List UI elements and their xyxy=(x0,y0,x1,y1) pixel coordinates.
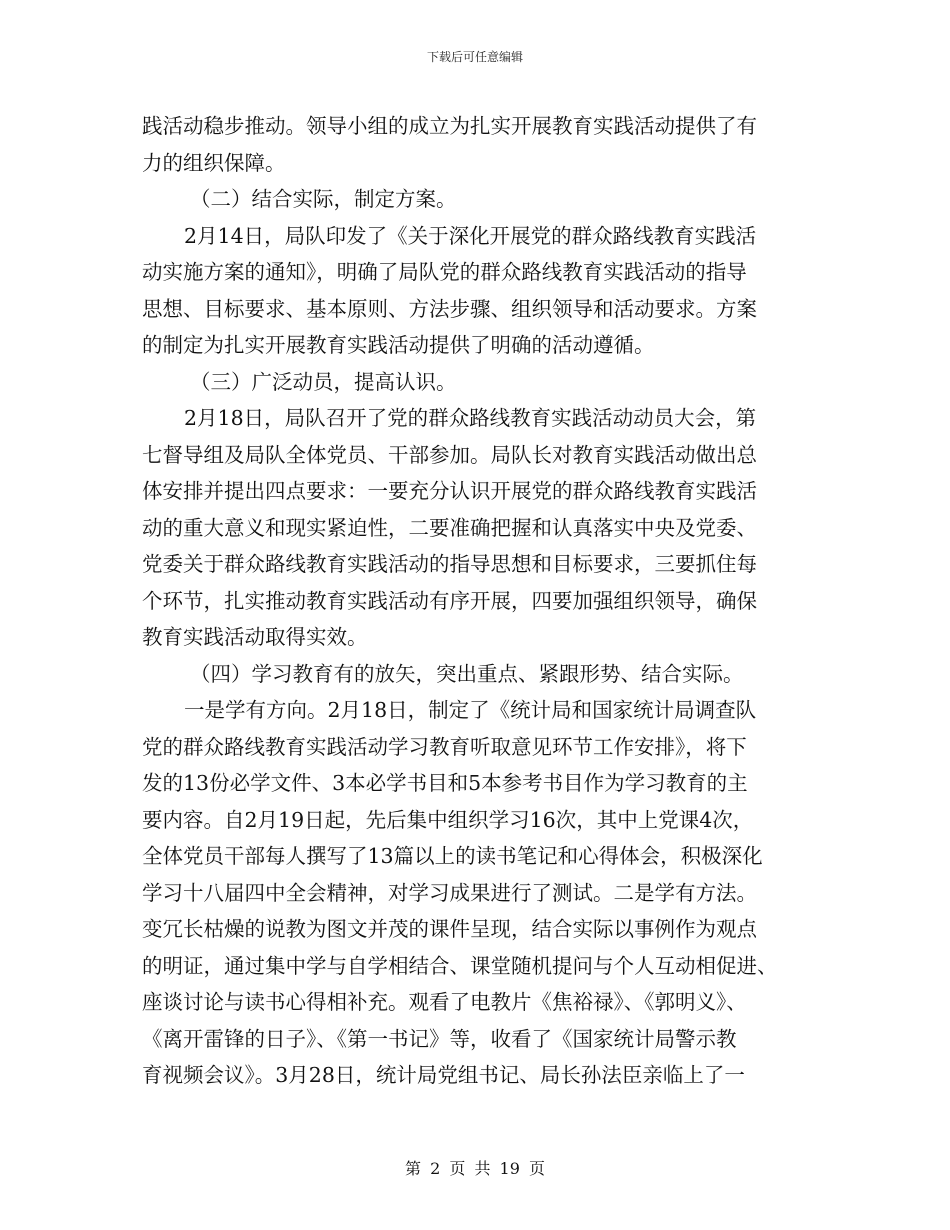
text-line: 的制定为扎实开展教育实践活动提供了明确的活动遵循。 xyxy=(142,333,655,357)
text-line: 体安排并提出四点要求：一要充分认识开展党的群众路线教育实践活 xyxy=(142,479,757,503)
page-footer: 第 2 页 共 19 页 xyxy=(405,1159,545,1178)
text-line: 动实施方案的通知》，明确了局队党的群众路线教育实践活动的指导 xyxy=(142,260,747,284)
text-line: 个环节，扎实推动教育实践活动有序开展，四要加强组织领导，确保 xyxy=(142,588,757,613)
text-line: 学习十八届四中全会精神，对学习成果进行了测试。二是学有方法。 xyxy=(142,880,757,905)
text-line: 思想、目标要求、基本原则、方法步骤、组织领导和活动要求。方案 xyxy=(142,296,757,321)
text-line: 教育实践活动取得实效。 xyxy=(142,625,368,649)
text-line: 育视频会议》。3月28日，统计局党组书记、局长孙法臣亲临上了一 xyxy=(142,1063,745,1087)
text-line: 座谈讨论与读书心得相补充。观看了电教片《焦裕禄》、《郭明义》、 xyxy=(142,990,747,1014)
text-line: 践活动稳步推动。领导小组的成立为扎实开展教育实践活动提供了有 xyxy=(142,114,757,138)
text-line: 《离开雷锋的日子》、《第一书记》等，收看了《国家统计局警示教 xyxy=(142,1026,737,1051)
text-line: 2月18日，局队召开了党的群众路线教育实践活动动员大会，第 xyxy=(184,406,757,430)
text-line: 七督导组及局队全体党员、干部参加。局队长对教育实践活动做出总 xyxy=(142,442,757,467)
text-line: 2月14日，局队印发了《关于深化开展党的群众路线教育实践活 xyxy=(184,223,757,248)
text-line: 一是学有方向。2月18日，制定了《统计局和国家统计局调查队 xyxy=(184,698,757,722)
section-heading: （二）结合实际，制定方案。 xyxy=(190,187,457,211)
text-line: 全体党员干部每人撰写了13篇以上的读书笔记和心得体会，积极深化 xyxy=(142,844,763,868)
text-line: 党委关于群众路线教育实践活动的指导思想和目标要求，三要抓住每 xyxy=(142,552,757,576)
page-header: 下载后可任意编辑 xyxy=(426,50,523,64)
section-heading: （三）广泛动员，提高认识。 xyxy=(190,369,457,394)
section-heading: （四）学习教育有的放矢，突出重点、紧跟形势、结合实际。 xyxy=(190,661,744,686)
text-line: 变冗长枯燥的说教为图文并茂的课件呈现，结合实际以事例作为观点 xyxy=(142,917,757,941)
text-line: 党的群众路线教育实践活动学习教育听取意见环节工作安排》，将下 xyxy=(142,734,747,759)
text-line: 的明证，通过集中学与自学相结合、课堂随机提问与个人互动相促进、 xyxy=(142,953,778,978)
text-line: 要内容。自2月19日起，先后集中组织学习16次，其中上党课4次， xyxy=(142,807,754,832)
document-body xyxy=(142,108,806,1094)
text-line: 力的组织保障。 xyxy=(142,150,286,175)
text-line: 发的13份必学文件、3本必学书目和5本参考书目作为学习教育的主 xyxy=(142,771,748,795)
text-line: 动的重大意义和现实紧迫性，二要准确把握和认真落实中央及党委、 xyxy=(142,515,757,540)
